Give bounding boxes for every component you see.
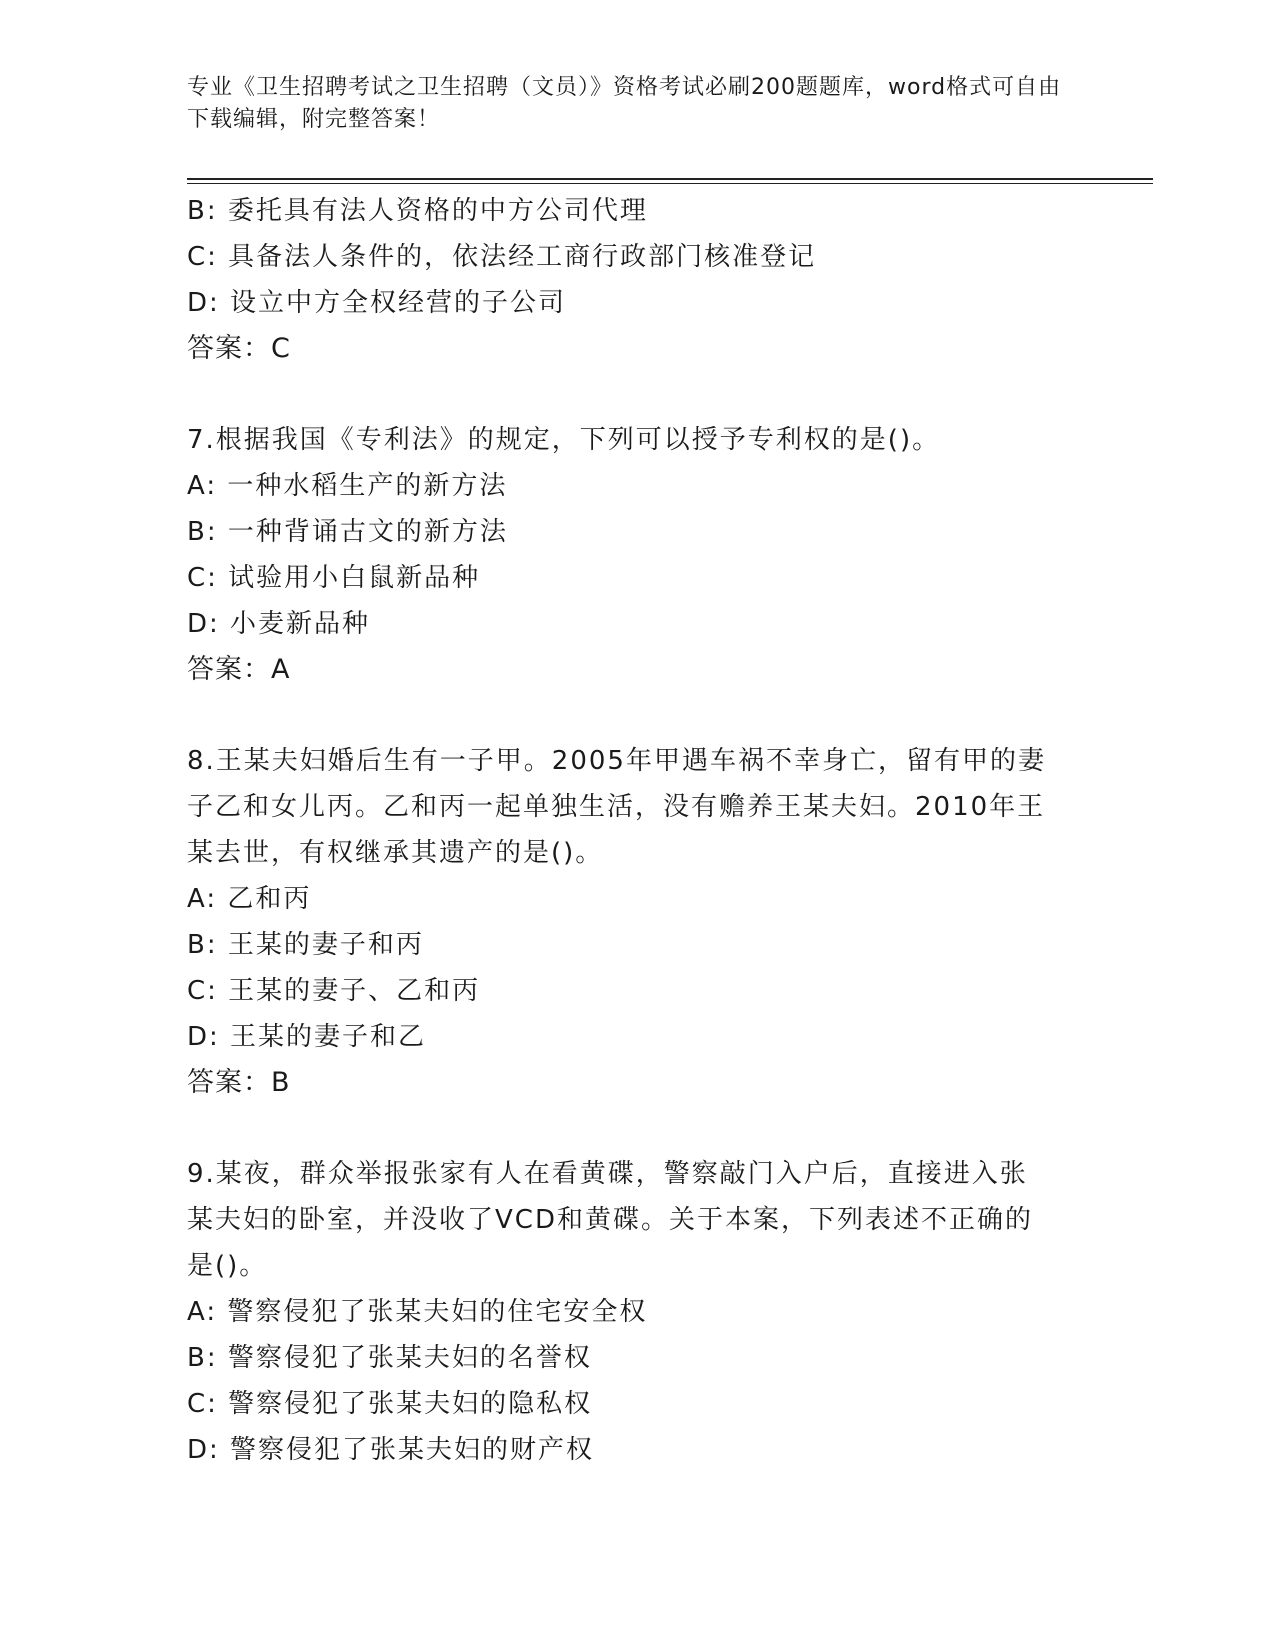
question-8-answer: 答案：B <box>187 1067 291 1098</box>
question-8-option-d: D: 王某的妻子和乙 <box>187 1022 427 1052</box>
option-b: B: 委托具有法人资格的中方公司代理 <box>187 196 648 226</box>
option-c: C: 具备法人条件的，依法经工商行政部门核准登记 <box>187 242 817 272</box>
question-7-option-a: A: 一种水稻生产的新方法 <box>187 471 508 501</box>
header-divider-thick <box>187 178 1153 180</box>
question-9-option-c: C: 警察侵犯了张某夫妇的隐私权 <box>187 1389 593 1419</box>
question-9-option-a: A: 警察侵犯了张某夫妇的住宅安全权 <box>187 1297 648 1327</box>
question-8-option-b: B: 王某的妻子和丙 <box>187 930 424 960</box>
question-9-option-b: B: 警察侵犯了张某夫妇的名誉权 <box>187 1343 592 1373</box>
question-8-option-c: C: 王某的妻子、乙和丙 <box>187 976 481 1006</box>
question-7-option-b: B: 一种背诵古文的新方法 <box>187 517 508 547</box>
answer: 答案：C <box>187 333 291 364</box>
question-9-text-line-1: 9.某夜，群众举报张家有人在看黄碟，警察敲门入户后，直接进入张 <box>187 1159 1028 1189</box>
document-header: 专业《卫生招聘考试之卫生招聘（文员）》资格考试必刷200题题库，word格式可自由下载编辑，附完整答案！ <box>187 75 1062 132</box>
header-divider-thin <box>187 183 1153 184</box>
question-7-option-c: C: 试验用小白鼠新品种 <box>187 563 481 593</box>
question-9-text-line-3: 是()。 <box>187 1251 268 1281</box>
question-9-option-d: D: 警察侵犯了张某夫妇的财产权 <box>187 1435 595 1465</box>
question-8-text-line-2: 子乙和女儿丙。乙和丙一起单独生活，没有赡养王某夫妇。2010年王 <box>187 792 1046 822</box>
question-8-option-a: A: 乙和丙 <box>187 884 312 914</box>
question-7-text: 7.根据我国《专利法》的规定，下列可以授予专利权的是()。 <box>187 425 941 455</box>
question-8-text-line-3: 某去世，有权继承其遗产的是()。 <box>187 838 604 868</box>
question-9-text-line-2: 某夫妇的卧室，并没收了VCD和黄碟。关于本案，下列表述不正确的 <box>187 1205 1033 1235</box>
question-8-text-line-1: 8.王某夫妇婚后生有一子甲。2005年甲遇车祸不幸身亡，留有甲的妻 <box>187 746 1046 776</box>
question-7-answer: 答案：A <box>187 654 291 685</box>
option-d: D: 设立中方全权经营的子公司 <box>187 288 567 318</box>
document-body <box>187 188 1067 1473</box>
question-7-option-d: D: 小麦新品种 <box>187 609 371 639</box>
